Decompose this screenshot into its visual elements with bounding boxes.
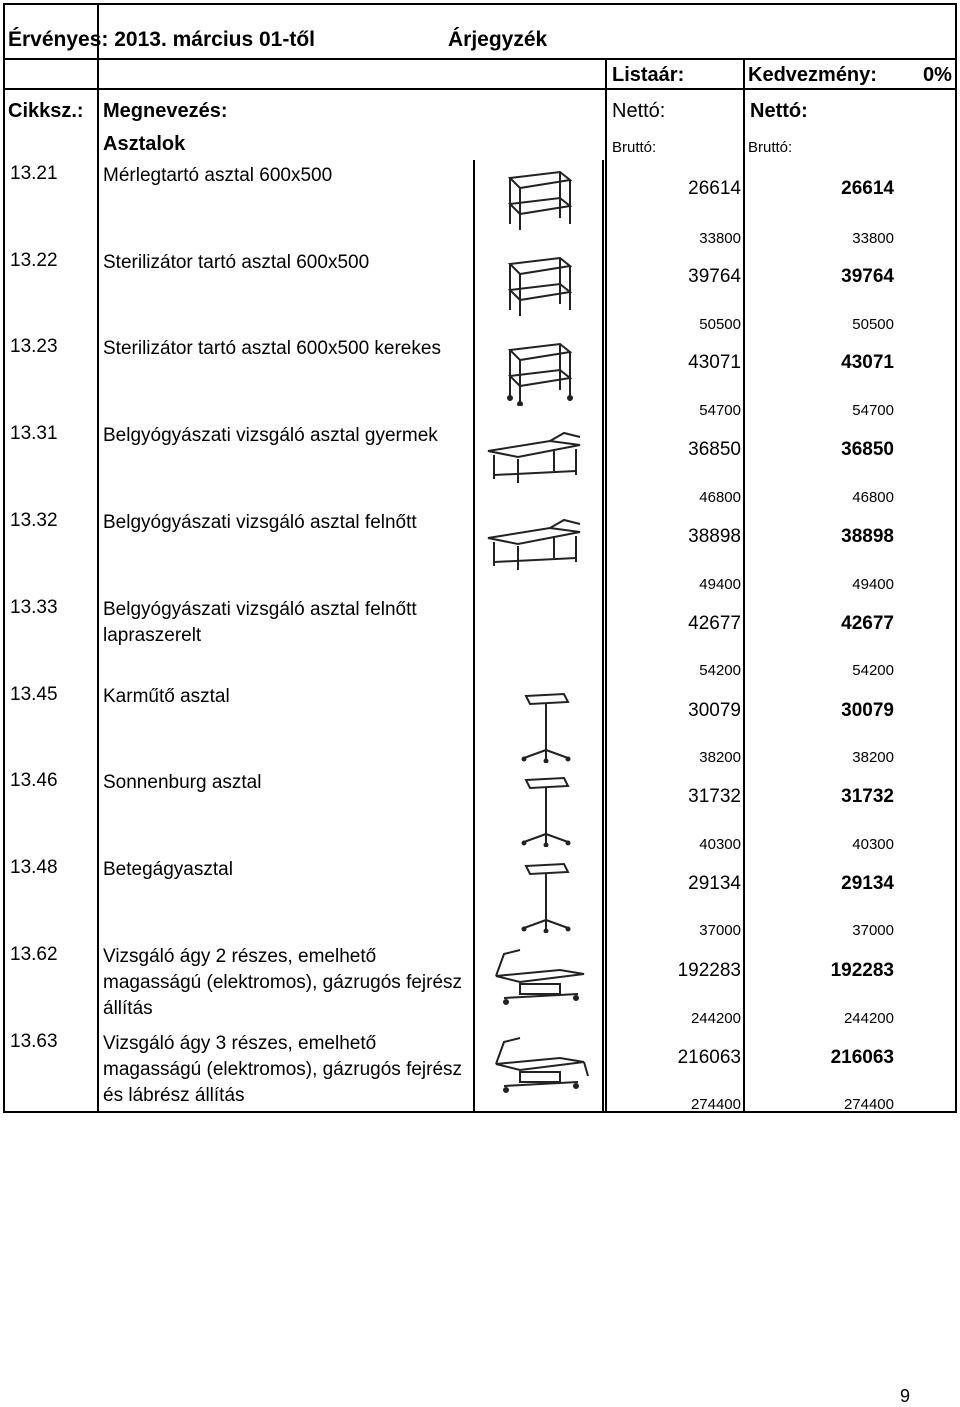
item-name: Sterilizátor tartó asztal 600x500 — [103, 252, 370, 273]
col-code-header: Cikksz.: — [8, 100, 84, 122]
item-gross-price: 49400 — [699, 576, 741, 593]
item-name: Belgyógyászati vizsgáló asztal gyermek — [103, 425, 438, 446]
cart-wheels-icon — [498, 336, 578, 411]
item-gross-discount-price: 33800 — [852, 230, 894, 247]
page-title: Árjegyzék — [448, 28, 548, 51]
item-net-price: 26614 — [688, 178, 741, 199]
item-name: Sonnenburg asztal — [103, 772, 262, 793]
cart-icon — [498, 250, 578, 325]
item-gross-discount-price: 274400 — [843, 1096, 894, 1113]
category-title: Asztalok — [103, 133, 186, 155]
item-name: Betegágyasztal — [103, 859, 233, 880]
item-net-discount-price: 43071 — [841, 352, 894, 373]
item-name: Vizsgáló ágy 2 részes, emelhető magasságú (elektromos), gázrugós fejrész állítás — [103, 946, 463, 1019]
item-code: 13.45 — [10, 684, 58, 705]
item-gross-discount-price: 244200 — [843, 1010, 894, 1027]
item-code: 13.23 — [10, 336, 58, 357]
item-gross-discount-price: 50500 — [852, 316, 894, 333]
item-gross-price: 46800 — [699, 489, 741, 506]
column-divider — [97, 5, 99, 1111]
item-gross-discount-price: 37000 — [852, 922, 894, 939]
item-gross-price: 274400 — [690, 1096, 741, 1113]
item-code: 13.48 — [10, 857, 58, 878]
item-net-price: 39764 — [688, 266, 741, 287]
item-name: Sterilizátor tartó asztal 600x500 kerekes — [103, 338, 441, 359]
item-code: 13.63 — [10, 1031, 58, 1052]
item-gross-discount-price: 54700 — [852, 402, 894, 419]
item-gross-discount-price: 49400 — [852, 576, 894, 593]
col-gross-header: Bruttó: — [612, 139, 657, 156]
item-net-price: 42677 — [688, 613, 741, 634]
item-code: 13.33 — [10, 597, 58, 618]
item-name: Karműtő asztal — [103, 686, 230, 707]
item-net-price: 31732 — [688, 786, 741, 807]
item-net-discount-price: 26614 — [841, 178, 894, 199]
item-net-price: 30079 — [688, 700, 741, 721]
item-name: Belgyógyászati vizsgáló asztal felnőtt lapraszerelt — [103, 599, 417, 646]
item-net-price: 43071 — [688, 352, 741, 373]
item-gross-price: 33800 — [699, 230, 741, 247]
col-name-header: Megnevezés: — [103, 100, 228, 122]
item-code: 13.62 — [10, 944, 58, 965]
item-net-price: 29134 — [688, 873, 741, 894]
item-gross-price: 40300 — [699, 836, 741, 853]
item-code: 13.21 — [10, 163, 58, 184]
item-net-discount-price: 38898 — [841, 526, 894, 547]
column-divider — [605, 58, 607, 1111]
item-gross-discount-price: 46800 — [852, 489, 894, 506]
item-net-price: 38898 — [688, 526, 741, 547]
item-net-discount-price: 29134 — [841, 873, 894, 894]
item-code: 13.22 — [10, 250, 58, 271]
page-number: 9 — [900, 1386, 911, 1406]
item-name: Belgyógyászati vizsgáló asztal felnőtt — [103, 512, 417, 533]
instrument-stand-icon — [516, 688, 576, 768]
item-gross-price: 54200 — [699, 662, 741, 679]
item-gross-discount-price: 38200 — [852, 749, 894, 766]
item-net-price: 36850 — [688, 439, 741, 460]
col-gross-discount-header: Bruttó: — [748, 139, 793, 156]
col-net-discount-header: Nettó: — [750, 100, 808, 122]
item-net-discount-price: 42677 — [841, 613, 894, 634]
item-net-discount-price: 30079 — [841, 700, 894, 721]
row-divider — [5, 88, 955, 90]
overbed-table-icon — [516, 858, 576, 938]
item-net-discount-price: 39764 — [841, 266, 894, 287]
col-net-header: Nettó: — [612, 100, 666, 122]
list-price-label: Listaár: — [612, 64, 685, 86]
item-net-discount-price: 31732 — [841, 786, 894, 807]
item-name: Mérlegtartó asztal 600x500 — [103, 165, 333, 186]
item-code: 13.31 — [10, 423, 58, 444]
item-net-price: 192283 — [677, 960, 741, 981]
tray-stand-icon — [516, 772, 576, 852]
item-net-discount-price: 36850 — [841, 439, 894, 460]
item-gross-price: 50500 — [699, 316, 741, 333]
exam-table-icon — [484, 512, 584, 577]
discount-label: Kedvezmény: — [748, 64, 877, 86]
item-gross-price: 244200 — [690, 1010, 741, 1027]
item-code: 13.46 — [10, 770, 58, 791]
item-code: 13.32 — [10, 510, 58, 531]
item-name: Vizsgáló ágy 3 részes, emelhető magasságú (elektromos), gázrugós fejrész és lábrész állítás — [103, 1033, 463, 1106]
electric-couch-icon — [490, 940, 590, 1015]
validity-date: Érvényes: 2013. március 01-től — [8, 28, 316, 51]
exam-table-icon — [484, 425, 584, 490]
item-net-discount-price: 192283 — [830, 960, 894, 981]
item-gross-price: 38200 — [699, 749, 741, 766]
item-gross-discount-price: 40300 — [852, 836, 894, 853]
item-net-discount-price: 216063 — [830, 1047, 894, 1068]
item-gross-discount-price: 54200 — [852, 662, 894, 679]
item-gross-price: 54700 — [699, 402, 741, 419]
column-divider — [743, 58, 745, 1111]
cart-icon — [498, 164, 578, 239]
item-net-price: 216063 — [677, 1047, 741, 1068]
electric-couch-3-icon — [490, 1028, 590, 1103]
row-divider — [5, 58, 955, 60]
discount-value: 0% — [923, 64, 952, 86]
item-gross-price: 37000 — [699, 922, 741, 939]
